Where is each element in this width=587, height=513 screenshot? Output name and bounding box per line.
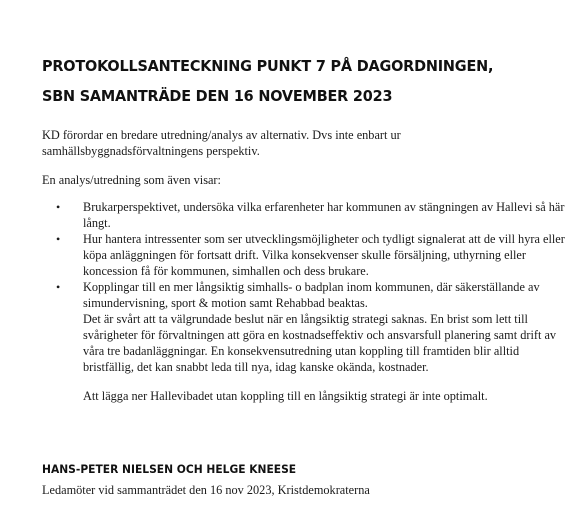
bullet-item-2 <box>42 231 567 279</box>
bullet-text: Brukarperspektivet, undersöka vilka erfarenheter har kommunen av stängningen av Hallevi så här långt. <box>83 200 565 230</box>
bullet-icon: • <box>56 200 61 214</box>
bullet-item-1 <box>42 199 567 231</box>
bullet-icon: • <box>56 232 61 246</box>
document-title-line-1: PROTOKOLLSANTECKNING PUNKT 7 PÅ DAGORDNINGEN, <box>42 57 494 75</box>
bullet-text: Hur hantera intressenter som ser utvecklingsmöjligheter och tydligt signalerat att de vill hyra eller köpa anläggningen för fortsatt drift. Vilka konsekvenser skulle försäljning, uthyrning eller koncession få för kommunen, simhallen och dess brukare. <box>83 232 565 278</box>
body-paragraph-1: Det är svårt att ta välgrundade beslut när en långsiktig strategi saknas. En brist som lett till svårigheter för förvaltningen att göra en kostnadseffektiv och ansvarsfull planering samt drift av våra tre badanläggningar. En konsekvensutredning utan koppling till framtiden blir alltid bristfällig, det kan snabbt leda till nya, idag kanske okända, kostnader. <box>83 312 557 374</box>
bullet-list <box>42 199 567 311</box>
lead-paragraph: En analys/utredning som även visar: <box>42 173 221 187</box>
signatory-role: Ledamöter vid sammanträdet den 16 nov 2023, Kristdemokraterna <box>42 483 370 497</box>
bullet-text: Kopplingar till en mer långsiktig simhalls- o badplan inom kommunen, där säkerställande av simundervisning, sport & motion samt Rehabbad beaktas. <box>83 280 540 310</box>
bullet-icon: • <box>56 280 61 294</box>
bullet-item-3 <box>42 279 567 311</box>
body-paragraph-2: Att lägga ner Hallevibadet utan koppling till en långsiktig strategi är inte optimalt. <box>83 389 488 403</box>
document-title-line-2: SBN SAMANTRÄDE DEN 16 NOVEMBER 2023 <box>42 87 393 105</box>
signatories: HANS-PETER NIELSEN OCH HELGE KNEESE <box>42 462 297 476</box>
intro-paragraph: KD förordar en bredare utredning/analys av alternativ. Dvs inte enbart ur samhällsbyggnadsförvaltningens perspektiv. <box>42 128 401 158</box>
